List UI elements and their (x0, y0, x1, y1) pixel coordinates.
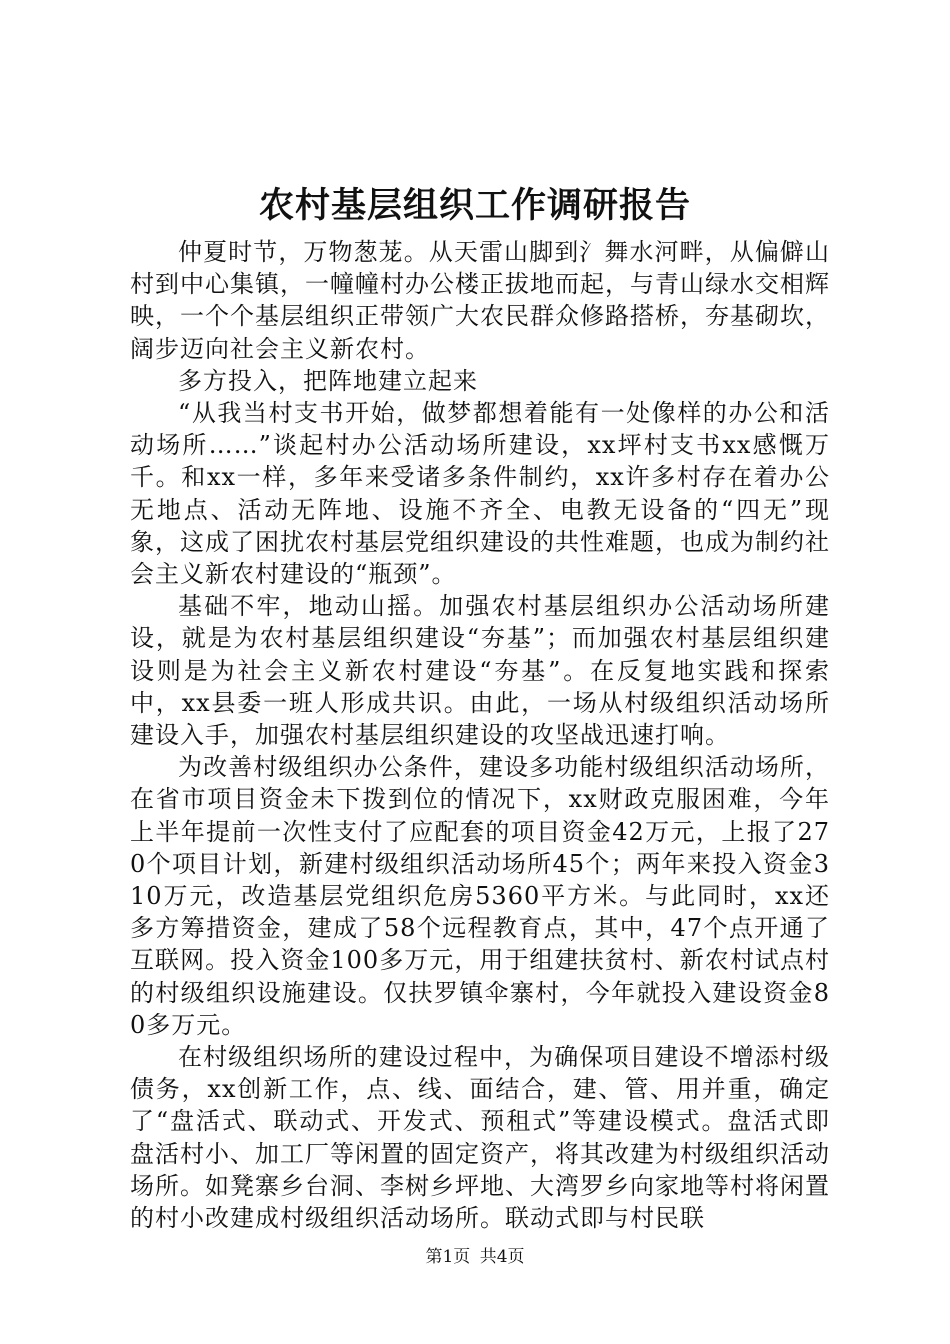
paragraph: “从我当村支书开始，做梦都想着能有一处像样的办公和活动场所……”谈起村办公活动场所建设，xx坪村支书xx感慨万千。和xx一样，多年来受诸多条件制约，xx许多村存在着办公无地点、活动无阵地、设施不齐全、电教无设备的“四无”现象，这成了困扰农村基层党组织建设的共性难题，也成为制约社会主义新农村建设的“瓶颈”。 (130, 399, 830, 589)
page-number: 第1页 (425, 1247, 471, 1267)
page-footer (0, 1246, 950, 1268)
paragraph: 在村级组织场所的建设过程中，为确保项目建设不增添村级债务，xx创新工作，点、线、面结合，建、管、用并重，确定了“盘活式、联动式、开发式、预租式”等建设模式。盘活式即盘活村小、加工厂等闲置的固定资产，将其改建为村级组织活动场所。如凳寨乡台洞、李树乡坪地、大湾罗乡向家地等村将闲置的村小改建成村级组织活动场所。联动式即与村民联 (130, 1043, 830, 1233)
paragraph: 基础不牢，地动山摇。加强农村基层组织办公活动场所建设，就是为农村基层组织建设“夯基”；而加强农村基层组织建设则是为社会主义新农村建设“夯基”。在反复地实践和探索中，xx县委一班人形成共识。由此，一场从村级组织活动场所建设入手，加强农村基层组织建设的攻坚战迅速打响。 (130, 592, 830, 750)
paragraph: 为改善村级组织办公条件，建设多功能村级组织活动场所，在省市项目资金未下拨到位的情况下，xx财政克服困难，今年上半年提前一次性支付了应配套的项目资金42万元，上报了270个项目计划，新建村级组织活动场所45个；两年来投入资金310万元，改造基层党组织危房5360平方米。与此同时，xx还多方筹措资金，建成了58个远程教育点，其中，47个点开通了互联网。投入资金100多万元，用于组建扶贫村、新农村试点村的村级组织设施建设。仅扶罗镇伞寨村，今年就投入建设资金80多万元。 (130, 753, 830, 1039)
page-total: 共4页 (479, 1247, 525, 1267)
section-heading: 多方投入，把阵地建立起来 (178, 366, 478, 395)
document-title: 农村基层组织工作调研报告 (258, 185, 691, 226)
paragraph: 仲夏时节，万物葱茏。从天雷山脚到氵舞水河畔，从偏僻山村到中心集镇，一幢幢村办公楼正拔地而起，与青山绿水交相辉映，一个个基层组织正带领广大农民群众修路搭桥，夯基砌坎，阔步迈向社会主义新农村。 (130, 238, 830, 363)
document-body (130, 236, 830, 1234)
